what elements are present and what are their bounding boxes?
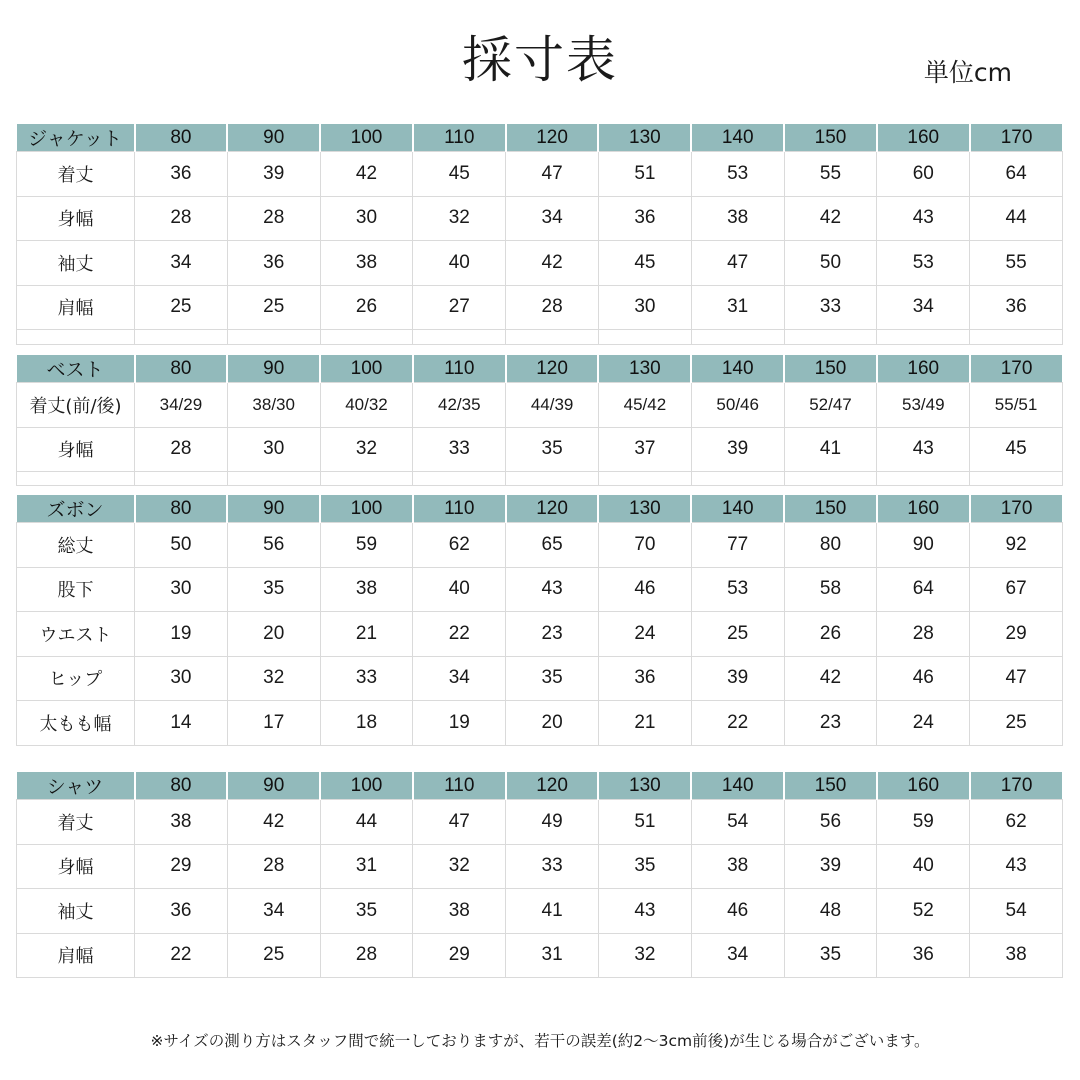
measurement-value: 36	[598, 656, 691, 701]
size-header: 150	[784, 772, 877, 800]
measurement-value: 36	[227, 241, 320, 286]
measurement-value: 50/46	[691, 383, 784, 428]
measurement-value: 33	[413, 427, 506, 472]
measurement-value: 45/42	[598, 383, 691, 428]
measurement-label: 太もも幅	[17, 701, 135, 746]
measurement-row	[17, 427, 1063, 472]
measurement-value: 39	[691, 427, 784, 472]
measurement-value: 47	[506, 152, 599, 197]
measurement-value: 55/51	[970, 383, 1063, 428]
empty-cell	[970, 330, 1063, 345]
measurement-value: 35	[506, 656, 599, 701]
measurement-value: 19	[135, 612, 228, 657]
measurement-value: 50	[135, 523, 228, 568]
measurement-value: 90	[877, 523, 970, 568]
size-header: 160	[877, 355, 970, 383]
measurement-value: 31	[691, 285, 784, 330]
measurement-value: 38	[691, 196, 784, 241]
measurement-value: 53/49	[877, 383, 970, 428]
jacket-size-table	[16, 124, 1063, 345]
shirt-size-table	[16, 772, 1063, 978]
measurement-value: 32	[413, 844, 506, 889]
size-header: 120	[506, 495, 599, 523]
measurement-row	[17, 523, 1063, 568]
measurement-value: 34	[877, 285, 970, 330]
measurement-value: 52/47	[784, 383, 877, 428]
measurement-value: 67	[970, 567, 1063, 612]
measurement-value: 36	[135, 152, 228, 197]
empty-cell	[784, 472, 877, 486]
section-name: ズボン	[17, 495, 135, 523]
measurement-value: 36	[598, 196, 691, 241]
measurement-value: 52	[877, 889, 970, 934]
size-header: 110	[413, 355, 506, 383]
size-header: 130	[598, 124, 691, 152]
measurement-value: 33	[506, 844, 599, 889]
pants-size-table	[16, 495, 1063, 746]
measurement-value: 23	[784, 701, 877, 746]
measurement-label: 肩幅	[17, 933, 135, 978]
empty-cell	[413, 330, 506, 345]
section-name: シャツ	[17, 772, 135, 800]
measurement-value: 21	[320, 612, 413, 657]
measurement-value: 14	[135, 701, 228, 746]
measurement-row	[17, 383, 1063, 428]
measurement-value: 38	[135, 800, 228, 845]
measurement-value: 56	[227, 523, 320, 568]
measurement-value: 40	[413, 567, 506, 612]
size-header: 160	[877, 495, 970, 523]
size-header: 90	[227, 495, 320, 523]
empty-cell	[877, 472, 970, 486]
size-header: 130	[598, 495, 691, 523]
size-header: 170	[970, 124, 1063, 152]
measurement-value: 25	[227, 933, 320, 978]
measurement-value: 54	[691, 800, 784, 845]
measurement-value: 38	[320, 241, 413, 286]
size-header: 100	[320, 495, 413, 523]
measurement-footnote: ※サイズの測り方はスタッフ間で統一しておりますが、若干の誤差(約2〜3cm前後)が生じる場合がございます。	[150, 1032, 930, 1050]
empty-cell	[691, 330, 784, 345]
size-header: 140	[691, 772, 784, 800]
measurement-value: 47	[970, 656, 1063, 701]
unit-label: 単位cm	[923, 58, 1012, 87]
measurement-value: 41	[506, 889, 599, 934]
page-title: 採寸表	[462, 31, 618, 89]
empty-cell	[17, 472, 135, 486]
measurement-value: 42	[320, 152, 413, 197]
empty-cell	[784, 330, 877, 345]
measurement-value: 55	[970, 241, 1063, 286]
measurement-row	[17, 800, 1063, 845]
size-header: 80	[135, 355, 228, 383]
empty-cell	[598, 472, 691, 486]
measurement-label: 袖丈	[17, 241, 135, 286]
measurement-value: 64	[877, 567, 970, 612]
empty-cell	[970, 472, 1063, 486]
size-header: 100	[320, 124, 413, 152]
measurement-value: 38	[413, 889, 506, 934]
measurement-value: 26	[320, 285, 413, 330]
size-header: 160	[877, 772, 970, 800]
measurement-value: 30	[227, 427, 320, 472]
measurement-value: 25	[691, 612, 784, 657]
empty-cell	[17, 330, 135, 345]
measurement-value: 22	[691, 701, 784, 746]
measurement-value: 41	[784, 427, 877, 472]
size-header: 110	[413, 772, 506, 800]
measurement-value: 28	[320, 933, 413, 978]
measurement-label: ウエスト	[17, 612, 135, 657]
measurement-value: 59	[320, 523, 413, 568]
size-header: 130	[598, 772, 691, 800]
measurement-label: 着丈(前/後)	[17, 383, 135, 428]
empty-cell	[413, 472, 506, 486]
measurement-value: 45	[970, 427, 1063, 472]
measurement-value: 43	[970, 844, 1063, 889]
measurement-value: 51	[598, 800, 691, 845]
spacer-row	[17, 330, 1063, 345]
measurement-row	[17, 889, 1063, 934]
size-header: 100	[320, 772, 413, 800]
measurement-value: 49	[506, 800, 599, 845]
size-header: 150	[784, 495, 877, 523]
measurement-value: 42	[506, 241, 599, 286]
measurement-row	[17, 701, 1063, 746]
measurement-value: 34	[413, 656, 506, 701]
measurement-value: 28	[135, 427, 228, 472]
measurement-value: 42	[227, 800, 320, 845]
measurement-value: 32	[320, 427, 413, 472]
measurement-value: 29	[135, 844, 228, 889]
measurement-value: 29	[413, 933, 506, 978]
measurement-value: 51	[598, 152, 691, 197]
measurement-value: 62	[413, 523, 506, 568]
measurement-label: 身幅	[17, 427, 135, 472]
measurement-value: 36	[970, 285, 1063, 330]
measurement-value: 23	[506, 612, 599, 657]
measurement-value: 80	[784, 523, 877, 568]
measurement-row	[17, 567, 1063, 612]
measurement-value: 43	[598, 889, 691, 934]
measurement-row	[17, 285, 1063, 330]
measurement-row	[17, 933, 1063, 978]
size-header: 90	[227, 124, 320, 152]
measurement-value: 34	[506, 196, 599, 241]
size-header: 120	[506, 355, 599, 383]
measurement-value: 46	[877, 656, 970, 701]
measurement-value: 29	[970, 612, 1063, 657]
measurement-value: 34	[135, 241, 228, 286]
measurement-value: 46	[598, 567, 691, 612]
size-header: 120	[506, 772, 599, 800]
measurement-value: 28	[506, 285, 599, 330]
empty-cell	[320, 330, 413, 345]
measurement-value: 34	[227, 889, 320, 934]
measurement-value: 25	[970, 701, 1063, 746]
measurement-row	[17, 612, 1063, 657]
section-header-row	[17, 495, 1063, 523]
empty-cell	[135, 330, 228, 345]
measurement-value: 42	[784, 656, 877, 701]
measurement-value: 39	[227, 152, 320, 197]
measurement-value: 39	[691, 656, 784, 701]
measurement-value: 28	[877, 612, 970, 657]
measurement-label: 着丈	[17, 152, 135, 197]
measurement-value: 33	[784, 285, 877, 330]
size-header: 120	[506, 124, 599, 152]
measurement-value: 40	[413, 241, 506, 286]
size-header: 110	[413, 495, 506, 523]
size-header: 90	[227, 355, 320, 383]
measurement-value: 18	[320, 701, 413, 746]
measurement-value: 42	[784, 196, 877, 241]
measurement-value: 22	[135, 933, 228, 978]
measurement-value: 55	[784, 152, 877, 197]
measurement-value: 44	[970, 196, 1063, 241]
measurement-value: 30	[320, 196, 413, 241]
measurement-row	[17, 241, 1063, 286]
measurement-value: 64	[970, 152, 1063, 197]
measurement-value: 31	[506, 933, 599, 978]
measurement-label: 肩幅	[17, 285, 135, 330]
measurement-value: 35	[227, 567, 320, 612]
measurement-value: 45	[598, 241, 691, 286]
measurement-value: 26	[784, 612, 877, 657]
measurement-value: 21	[598, 701, 691, 746]
measurement-value: 28	[227, 844, 320, 889]
measurement-value: 34	[691, 933, 784, 978]
measurement-value: 70	[598, 523, 691, 568]
measurement-value: 44	[320, 800, 413, 845]
measurement-value: 37	[598, 427, 691, 472]
measurement-value: 65	[506, 523, 599, 568]
measurement-value: 27	[413, 285, 506, 330]
size-header: 80	[135, 772, 228, 800]
measurement-value: 48	[784, 889, 877, 934]
measurement-value: 56	[784, 800, 877, 845]
measurement-value: 53	[877, 241, 970, 286]
measurement-row	[17, 844, 1063, 889]
measurement-value: 38	[970, 933, 1063, 978]
empty-cell	[135, 472, 228, 486]
measurement-value: 54	[970, 889, 1063, 934]
measurement-value: 22	[413, 612, 506, 657]
measurement-value: 47	[413, 800, 506, 845]
measurement-value: 43	[506, 567, 599, 612]
empty-cell	[691, 472, 784, 486]
measurement-value: 36	[135, 889, 228, 934]
measurement-row	[17, 196, 1063, 241]
section-name: ジャケット	[17, 124, 135, 152]
measurement-value: 53	[691, 567, 784, 612]
measurement-value: 20	[227, 612, 320, 657]
empty-cell	[506, 330, 599, 345]
measurement-label: 身幅	[17, 844, 135, 889]
measurement-value: 25	[135, 285, 228, 330]
spacer-row	[17, 472, 1063, 486]
measurement-value: 32	[413, 196, 506, 241]
measurement-value: 50	[784, 241, 877, 286]
measurement-label: 袖丈	[17, 889, 135, 934]
measurement-value: 60	[877, 152, 970, 197]
vest-size-table	[16, 355, 1063, 486]
measurement-value: 30	[135, 656, 228, 701]
measurement-value: 47	[691, 241, 784, 286]
measurement-label: 身幅	[17, 196, 135, 241]
section-name: ベスト	[17, 355, 135, 383]
size-header: 80	[135, 495, 228, 523]
measurement-value: 28	[135, 196, 228, 241]
size-header: 140	[691, 124, 784, 152]
measurement-value: 32	[598, 933, 691, 978]
empty-cell	[320, 472, 413, 486]
measurement-value: 35	[784, 933, 877, 978]
measurement-value: 24	[877, 701, 970, 746]
measurement-value: 38/30	[227, 383, 320, 428]
measurement-value: 53	[691, 152, 784, 197]
size-header: 150	[784, 355, 877, 383]
measurement-value: 31	[320, 844, 413, 889]
empty-cell	[227, 472, 320, 486]
size-header: 150	[784, 124, 877, 152]
measurement-value: 17	[227, 701, 320, 746]
measurement-value: 32	[227, 656, 320, 701]
measurement-value: 19	[413, 701, 506, 746]
empty-cell	[877, 330, 970, 345]
measurement-value: 25	[227, 285, 320, 330]
measurement-value: 36	[877, 933, 970, 978]
size-header: 90	[227, 772, 320, 800]
measurement-row	[17, 152, 1063, 197]
measurement-value: 33	[320, 656, 413, 701]
size-header: 170	[970, 355, 1063, 383]
measurement-value: 46	[691, 889, 784, 934]
measurement-value: 44/39	[506, 383, 599, 428]
size-header: 130	[598, 355, 691, 383]
measurement-label: 着丈	[17, 800, 135, 845]
empty-cell	[598, 330, 691, 345]
measurement-value: 38	[320, 567, 413, 612]
measurement-value: 43	[877, 196, 970, 241]
empty-cell	[506, 472, 599, 486]
size-header: 140	[691, 495, 784, 523]
measurement-value: 40/32	[320, 383, 413, 428]
measurement-value: 38	[691, 844, 784, 889]
measurement-value: 35	[320, 889, 413, 934]
measurement-value: 35	[598, 844, 691, 889]
measurement-value: 34/29	[135, 383, 228, 428]
measurement-value: 24	[598, 612, 691, 657]
section-header-row	[17, 124, 1063, 152]
size-header: 170	[970, 495, 1063, 523]
measurement-row	[17, 656, 1063, 701]
measurement-value: 45	[413, 152, 506, 197]
measurement-value: 30	[598, 285, 691, 330]
section-header-row	[17, 355, 1063, 383]
measurement-value: 77	[691, 523, 784, 568]
measurement-value: 58	[784, 567, 877, 612]
size-header: 110	[413, 124, 506, 152]
measurement-label: 総丈	[17, 523, 135, 568]
measurement-value: 20	[506, 701, 599, 746]
measurement-value: 42/35	[413, 383, 506, 428]
empty-cell	[227, 330, 320, 345]
measurement-value: 92	[970, 523, 1063, 568]
size-header: 170	[970, 772, 1063, 800]
measurement-value: 59	[877, 800, 970, 845]
size-header: 100	[320, 355, 413, 383]
measurement-value: 39	[784, 844, 877, 889]
measurement-value: 40	[877, 844, 970, 889]
measurement-value: 43	[877, 427, 970, 472]
measurement-label: 股下	[17, 567, 135, 612]
size-header: 80	[135, 124, 228, 152]
measurement-label: ヒップ	[17, 656, 135, 701]
section-header-row	[17, 772, 1063, 800]
measurement-value: 62	[970, 800, 1063, 845]
size-header: 160	[877, 124, 970, 152]
measurement-value: 35	[506, 427, 599, 472]
size-header: 140	[691, 355, 784, 383]
measurement-value: 28	[227, 196, 320, 241]
measurement-value: 30	[135, 567, 228, 612]
